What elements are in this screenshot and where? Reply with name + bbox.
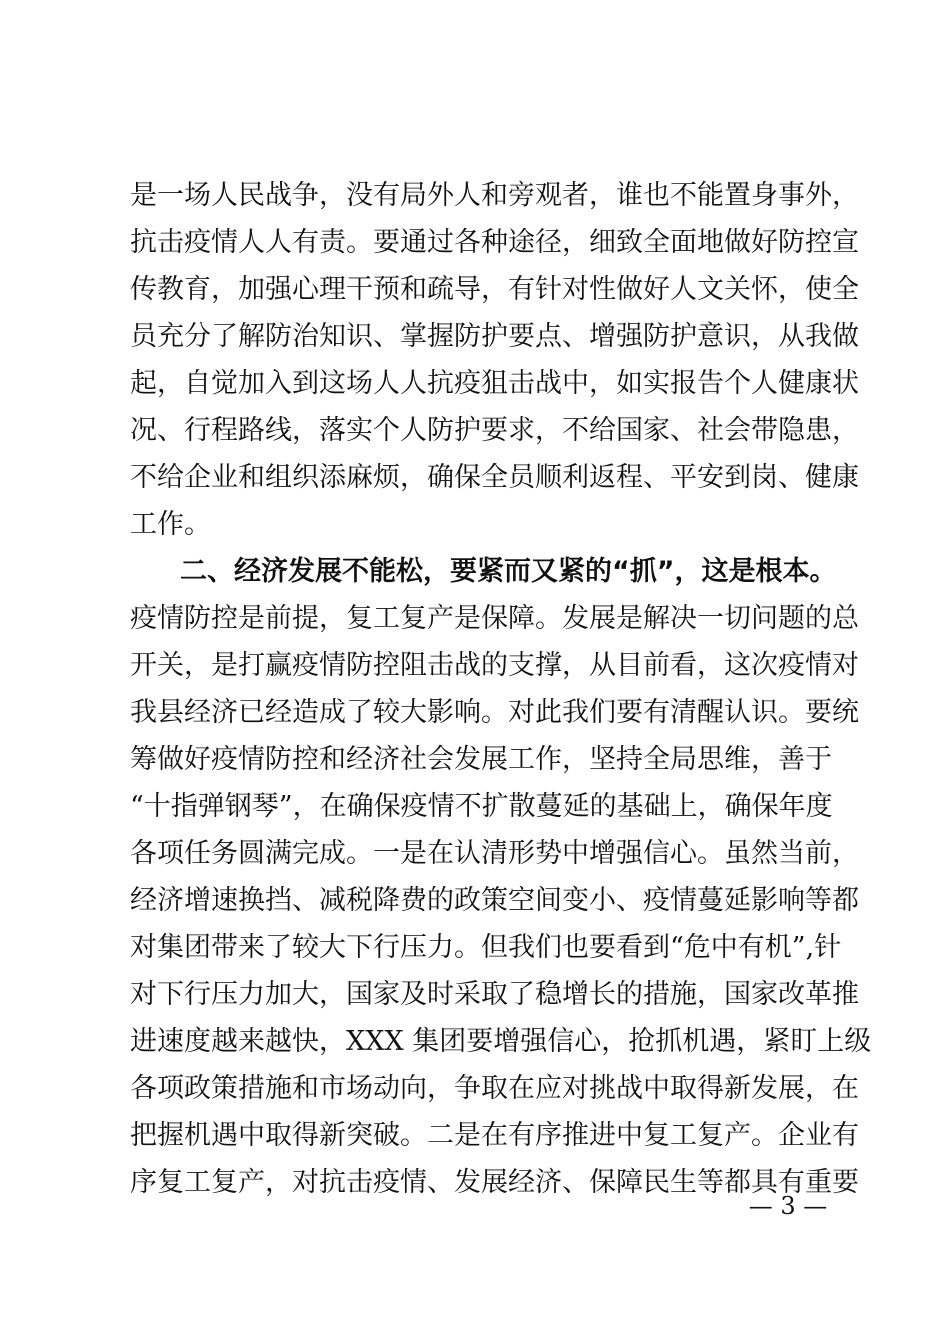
body-text-line: 序复工复产，对抗击疫情、发展经济、保障民生等都具有重要: [130, 1167, 859, 1198]
body-text-line: 对集团带来了较大下行压力。但我们也要看到“危中有机”,针: [130, 932, 842, 963]
body-text-line: 疫情防控是前提，复工复产是保障。发展是解决一切问题的总: [130, 603, 859, 634]
body-text-line: 对下行压力加大，国家及时采取了稳增长的措施，国家改革推: [130, 979, 859, 1010]
body-text-line: 抗击疫情人人有责。要通过各种途径，细致全面地做好防控宣: [130, 227, 859, 258]
body-text-line: 筹做好疫情防控和经济社会发展工作，坚持全局思维，善于: [130, 744, 832, 775]
body-text-line: 各项政策措施和市场动向，争取在应对挑战中取得新发展，在: [130, 1073, 859, 1104]
body-text-line: 开关，是打赢疫情防控阻击战的支撑，从目前看，这次疫情对: [130, 650, 859, 681]
body-text-line: 况、行程路线，落实个人防护要求，不给国家、社会带隐患，: [130, 415, 859, 446]
body-text-line: 经济增速换挡、减税降费的政策空间变小、疫情蔓延影响等都: [130, 885, 859, 916]
body-text-line: 不给企业和组织添麻烦，确保全员顺利返程、平安到岗、健康: [130, 462, 859, 493]
body-text-line: 起，自觉加入到这场人人抗疫狙击战中，如实报告个人健康状: [130, 368, 859, 399]
body-text-line: 员充分了解防治知识、掌握防护要点、增强防护意识，从我做: [130, 321, 859, 352]
body-text-line: 我县经济已经造成了较大影响。对此我们要有清醒认识。要统: [130, 697, 859, 728]
section-heading: 二、经济发展不能松，要紧而又紧的“抓”，这是根本。: [180, 556, 837, 587]
body-text-line: 各项任务圆满完成。一是在认清形势中增强信心。虽然当前，: [130, 838, 859, 869]
body-text-line: 进速度越来越快，XXX 集团要增强信心，抢抓机遇，紧盯上级: [130, 1026, 872, 1057]
body-text-line: 把握机遇中取得新突破。二是在有序推进中复工复产。企业有: [130, 1120, 859, 1151]
body-text-line: 是一场人民战争，没有局外人和旁观者，谁也不能置身事外，: [130, 180, 859, 211]
body-text-line: “十指弹钢琴”，在确保疫情不扩散蔓延的基础上，确保年度: [130, 791, 833, 822]
page-number: — 3 —: [748, 1192, 828, 1220]
body-text-line: 工作。: [130, 509, 211, 540]
body-text-line: 传教育，加强心理干预和疏导，有针对性做好人文关怀，使全: [130, 274, 859, 305]
